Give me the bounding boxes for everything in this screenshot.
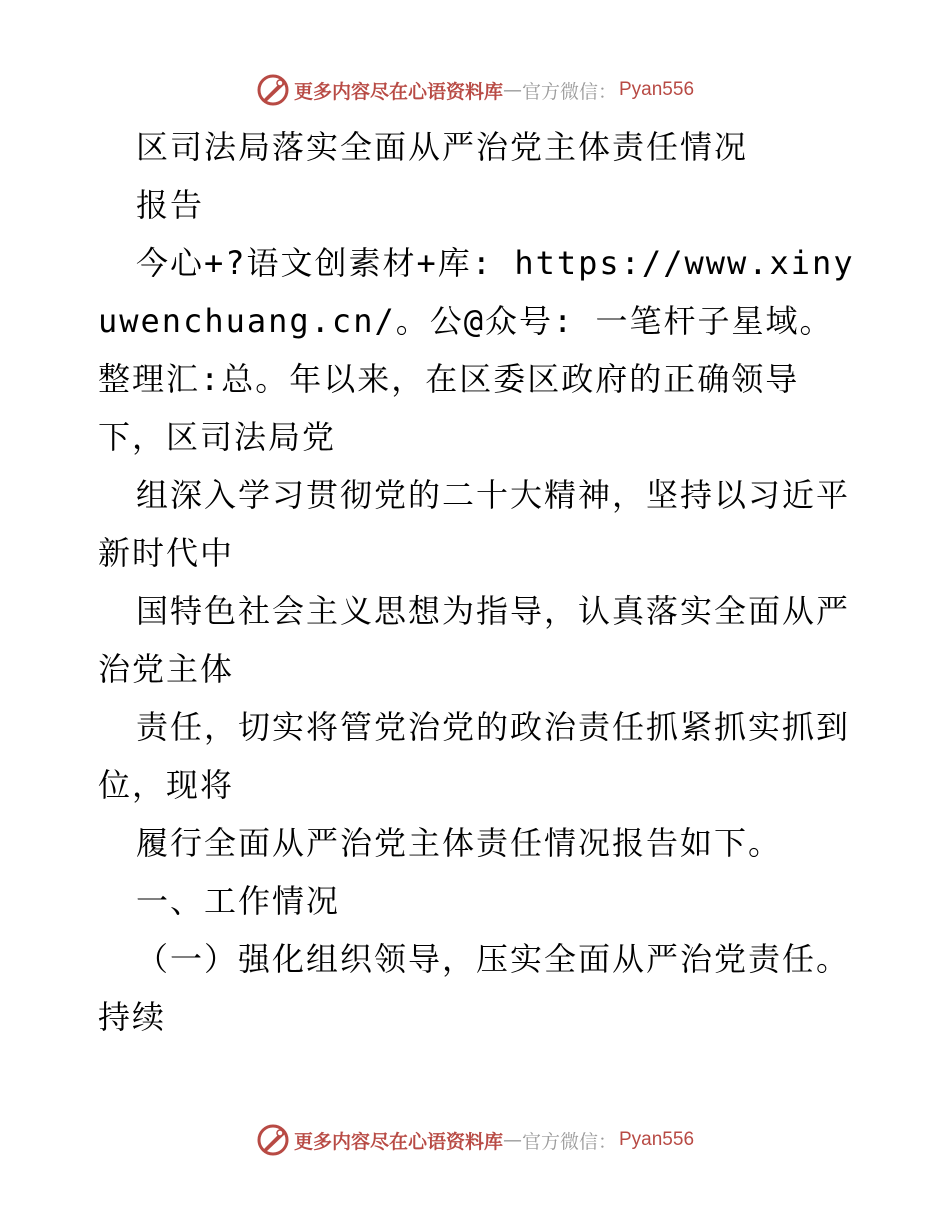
section-heading: 一、工作情况 [136,882,341,920]
body-paragraph: 组深入学习贯彻党的二十大精神，坚持以习近平新时代中 [98,476,851,572]
watermark-wechat-label: 官方微信： [521,80,617,103]
document-title-line-2: 报告 [136,186,205,224]
watermark-text: 更多内容尽在心语资料库 [293,1130,503,1153]
document-title-line-1: 区司法局落实全面从严治党主体责任情况 [136,128,749,166]
body-paragraph: 今心+?语文创素材+库: https://www.xinyuwenchuang.cn/。公@众号: 一笔杆子星域。整理汇:总。年以来，在区委区政府的正确领导下，区司法局党 [98,244,855,456]
watermark-separator: — [502,1129,522,1151]
body-paragraph: 责任，切实将管党治党的政治责任抓紧抓实抓到位，现将 [98,708,851,804]
subsection-paragraph: （一）强化组织领导，压实全面从严治党责任。持续 [98,940,851,1036]
watermark-wechat-id: Pyan556 [619,79,695,100]
document-body [98,118,858,1046]
red-quill-logo-icon [256,1123,290,1157]
watermark-wechat-id: Pyan556 [619,1129,695,1150]
body-paragraph: 履行全面从严治党主体责任情况报告如下。 [136,824,783,862]
watermark-text: 更多内容尽在心语资料库 [293,80,503,103]
watermark-separator: — [502,79,522,101]
header-watermark-banner [0,70,950,110]
red-quill-logo-icon [256,73,290,107]
watermark-wechat-label: 官方微信： [521,1130,617,1153]
body-paragraph: 国特色社会主义思想为指导，认真落实全面从严治党主体 [98,592,851,688]
footer-watermark-banner [0,1120,950,1160]
